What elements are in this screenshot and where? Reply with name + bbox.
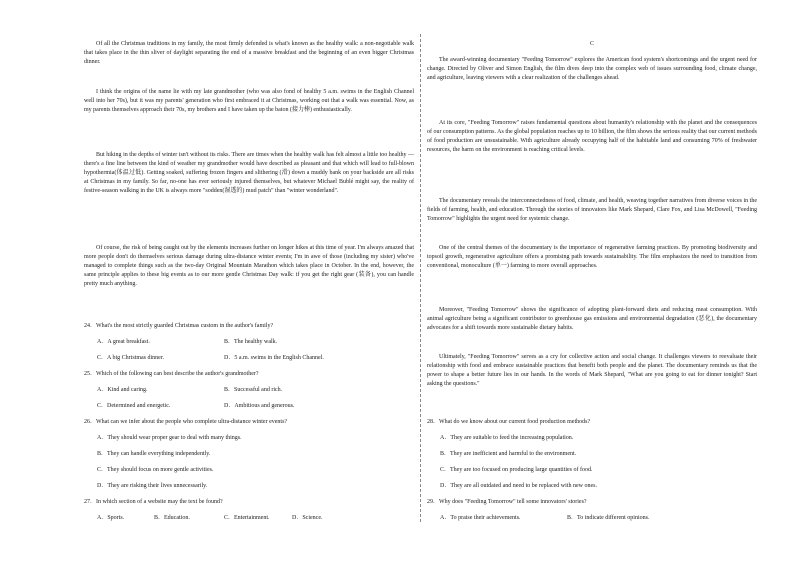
question-26-option-b[interactable]: B．They can handle everything independently. xyxy=(97,451,211,457)
passage-c-paragraph-5: Moreover, "Feeding Tomorrow" shows the significance of adopting plant-forward diets and reducing meat consumption. With animal agriculture being a significant contributor to greenhouse gas emissions and environmental degradation (恶化), the documentary advocates for a shift towards more sustainable dietary habits. xyxy=(427,307,757,331)
section-letter: C xyxy=(589,41,594,47)
question-27: 27．In which section of a website may the text be found? xyxy=(84,499,223,505)
question-24-option-d[interactable]: D．5 a.m. swims in the English Channel. xyxy=(224,355,324,361)
question-29: 29．Why does "Feeding Tomorrow" tell some innovators' stories? xyxy=(427,499,587,505)
passage-c-paragraph-6: Ultimately, "Feeding Tomorrow" serves as a cry for collective action and social change. It challenges viewers to reevaluate their relationship with food and embrace sustainable practices that benefit both people and the planet. The documentary reminds us that the power to shape a better future lies in our hands. In the words of Mark Shepard, "What are you going to eat for dinner tonight? Start asking the questions." xyxy=(427,354,757,387)
question-28: 28．What do we know about our current food production methods? xyxy=(427,419,591,425)
question-24: 24．What's the most strictly guarded Christmas custom in the author's family? xyxy=(84,323,274,329)
question-25-option-d[interactable]: D．Ambitious and generous. xyxy=(224,403,295,409)
question-25: 25．Which of the following can best describe the author's grandmother? xyxy=(84,371,259,377)
question-25-option-b[interactable]: B．Successful and rich. xyxy=(224,387,283,393)
question-27-option-c[interactable]: C．Entertainment. xyxy=(224,515,270,521)
passage-c-paragraph-3: The documentary reveals the interconnectedness of food, climate, and health, weaving together narratives from diverse voices in the fields of farming, health, and education. Through the stories of innovators like Mark Shepard, Clare Fox, and Lisa McDowell, "Feeding Tomorrow" highlights the urgent need for systemic change. xyxy=(427,198,757,222)
passage-b-paragraph-4: Of course, the risk of being caught out by the elements increases further on longer hikes at this time of year. I'm always amazed that more people don't do themselves serious damage during ultra-distance winter events; I'm in awe of those (including my sister) who've managed to complete things such as the two-day Original Mountain Marathon which takes place in October. In the end, however, the same principle applies to these big events as to our more gentle Christmas Day walk: if you get the right gear (装备), you can handle pretty much anything. xyxy=(84,245,414,287)
question-27-option-d[interactable]: D．Science. xyxy=(292,515,323,521)
passage-c-paragraph-2: At its core, "Feeding Tomorrow" raises fundamental questions about humanity's relationship with the planet and the consequences of our consumption patterns. As the global population reaches up to 10 billion, the film shows the serious reality that our current methods of food production are unsustainable. With agriculture already occupying half of the habitable land and consuming 70% of freshwater resources, the harm on the environment is reaching critical levels. xyxy=(427,120,757,153)
question-29-option-b[interactable]: B．To indicate different opinions. xyxy=(567,515,650,521)
question-25-option-c[interactable]: C．Determined and energetic. xyxy=(97,403,171,409)
passage-b-paragraph-3: But hiking in the depths of winter isn't without its risks. There are times when the healthy walk has felt almost a little too healthy — there's a fine line between the kind of weather my grandmother would have described as pleasant and that which will lead to full-blown hypothermia(体温过低). Getting soaked, suffering frozen fingers and slithering (滑) down a muddy bank on your backside are all risks at Christmas in my family. So far, no-one has ever seriously injured themselves, but whatever Michael Bublé might say, the reality of festive-season walking in the UK is always more "sodden(湿透的) mud patch" than "winter wonderland". xyxy=(84,152,414,194)
question-28-option-a[interactable]: A．They are suitable to feed the increasing population. xyxy=(440,435,574,441)
passage-c-paragraph-1: The award-winning documentary "Feeding Tomorrow" explores the American food system's shortcomings and the urgent need for change. Directed by Oliver and Simon English, the film dives deep into the complex web of issues surrounding food, climate change, and agriculture, leaving viewers with a clear realization of the challenges ahead. xyxy=(427,57,757,81)
question-26: 26．What can we infer about the people who complete ultra-distance winter events? xyxy=(84,419,288,425)
question-27-option-a[interactable]: A．Sports. xyxy=(97,515,125,521)
question-24-option-a[interactable]: A．A great breakfast. xyxy=(97,339,150,345)
passage-b-paragraph-2: I think the origins of the name lie with my late grandmother (who was also fond of healthy 5 a.m. swims in the English Channel well into her 70s), but it was my parents' generation who first embraced it at Christmas, working out that a walk was essential. Now, as my parents themselves approach their 70s, my brothers and I have taken up the baton (接力棒) enthusiastically. xyxy=(84,89,414,113)
question-28-option-c[interactable]: C．They are too focused on producing large quantities of food. xyxy=(440,467,593,473)
question-25-option-a[interactable]: A．Kind and caring. xyxy=(97,387,148,393)
passage-b-paragraph-1: Of all the Christmas traditions in my family, the most firmly defended is what's known as the healthy walk: a non-negotiable walk that takes place in the thin sliver of daylight separating the end of a massive breakfast and the beginning of an even bigger Christmas dinner. xyxy=(84,41,414,65)
passage-c-paragraph-4: One of the central themes of the documentary is the importance of regenerative farming practices. By promoting biodiversity and topsoil growth, regenerative agriculture offers a promising path towards sustainability. The film emphasizes the need to transition from conventional, monoculture (单一) farming to more overall approaches. xyxy=(427,245,757,269)
question-28-option-d[interactable]: D．They are all outdated and need to be replaced with new ones. xyxy=(440,483,597,489)
column-divider xyxy=(420,34,421,522)
question-26-option-c[interactable]: C．They should focus on more gentle activities. xyxy=(97,467,214,473)
question-29-option-a[interactable]: A．To praise their achievements. xyxy=(440,515,521,521)
question-28-option-b[interactable]: B．They are inefficient and harmful to the environment. xyxy=(440,451,577,457)
question-27-option-b[interactable]: B．Education. xyxy=(154,515,190,521)
question-26-option-a[interactable]: A．They should wear proper gear to deal with many things. xyxy=(97,435,242,441)
question-24-option-c[interactable]: C．A big Christmas dinner. xyxy=(97,355,165,361)
question-24-option-b[interactable]: B．The healthy walk. xyxy=(224,339,278,345)
question-26-option-d[interactable]: D．They are risking their lives unnecessarily. xyxy=(97,483,208,489)
